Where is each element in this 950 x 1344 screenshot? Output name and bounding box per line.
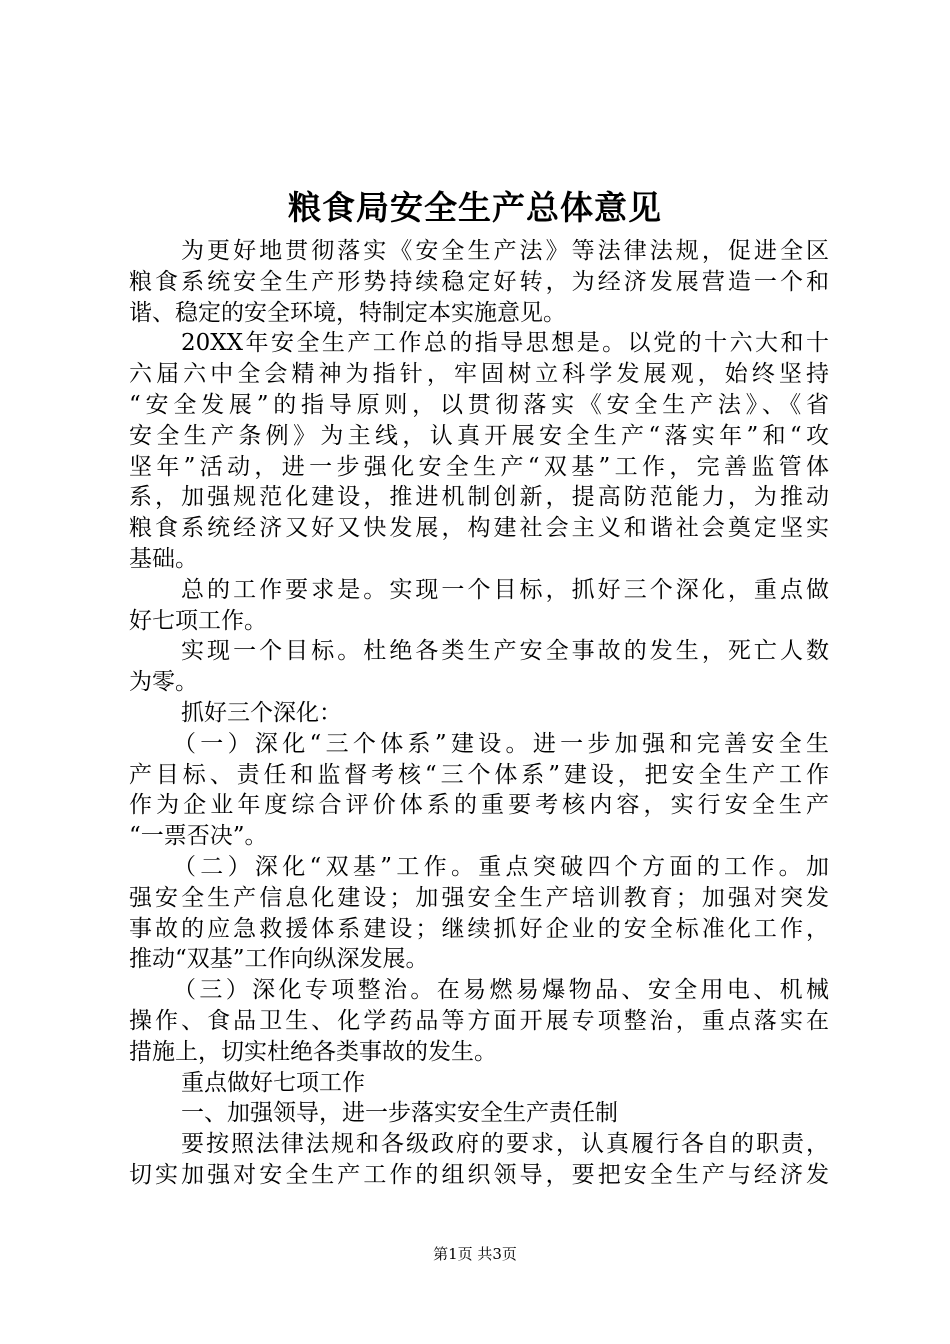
text-line: 六届六中全会精神为指针，牢固树立科学发展观，始终坚持 [129, 361, 829, 388]
text-line: “一票否决”。 [129, 823, 268, 850]
text-line: 强安全生产信息化建设；加强安全生产培训教育；加强对突发 [129, 884, 829, 911]
text-line: 一、加强领导，进一步落实安全生产责任制 [181, 1100, 618, 1127]
text-line: 坚年”活动，进一步强化安全生产“双基”工作，完善监管体 [129, 453, 829, 480]
text-line: 作为企业年度综合评价体系的重要考核内容，实行安全生产 [129, 792, 829, 819]
text-line: （三）深化专项整治。在易燃易爆物品、安全用电、机械 [173, 977, 829, 1004]
text-line: （二）深化“双基”工作。重点突破四个方面的工作。加 [173, 853, 829, 880]
text-line: 实现一个目标。杜绝各类生产安全事故的发生，死亡人数 [181, 638, 829, 665]
text-line: 安全生产条例》为主线，认真开展安全生产“落实年”和“攻 [129, 422, 829, 449]
text-line: 切实加强对安全生产工作的组织领导，要把安全生产与经济发 [129, 1161, 829, 1188]
text-line: 产目标、责任和监督考核“三个体系”建设，把安全生产工作 [129, 761, 829, 788]
text-line: 要按照法律法规和各级政府的要求，认真履行各自的职责， [181, 1131, 829, 1158]
text-line: 粮食系统安全生产形势持续稳定好转，为经济发展营造一个和 [129, 268, 829, 295]
text-line: 谐、稳定的安全环境，特制定本实施意见。 [129, 299, 566, 326]
text-line: 系，加强规范化建设，推进机制创新，提高防范能力，为推动 [129, 484, 829, 511]
text-line: 基础。 [129, 545, 198, 572]
text-line: 好七项工作。 [129, 607, 267, 634]
text-line: （一）深化“三个体系”建设。进一步加强和完善安全生 [173, 730, 829, 757]
document-body [129, 236, 829, 1191]
page-number-footer: 第1页 共3页 [433, 1245, 517, 1263]
text-line: 20XX年安全生产工作总的指导思想是。以党的十六大和十 [181, 330, 829, 357]
text-line: 措施上，切实杜绝各类事故的发生。 [129, 1038, 497, 1065]
text-line: 操作、食品卫生、化学药品等方面开展专项整治，重点落实在 [129, 1007, 829, 1034]
text-line: 为零。 [129, 669, 198, 696]
text-line: 事故的应急救援体系建设；继续抓好企业的安全标准化工作， [129, 915, 829, 942]
text-line: “安全发展”的指导原则，以贯彻落实《安全生产法》、《省 [129, 391, 829, 418]
text-line: 重点做好七项工作 [181, 1069, 365, 1096]
text-line: 推动“双基”工作向纵深发展。 [129, 946, 429, 973]
text-line: 为更好地贯彻落实《安全生产法》等法律法规，促进全区 [181, 238, 829, 264]
text-line: 抓好三个深化： [181, 699, 342, 726]
text-line: 粮食系统经济又好又快发展，构建社会主义和谐社会奠定坚实 [129, 515, 829, 542]
text-line: 总的工作要求是。实现一个目标，抓好三个深化，重点做 [181, 576, 829, 603]
document-title: 粮食局安全生产总体意见 [288, 188, 662, 227]
